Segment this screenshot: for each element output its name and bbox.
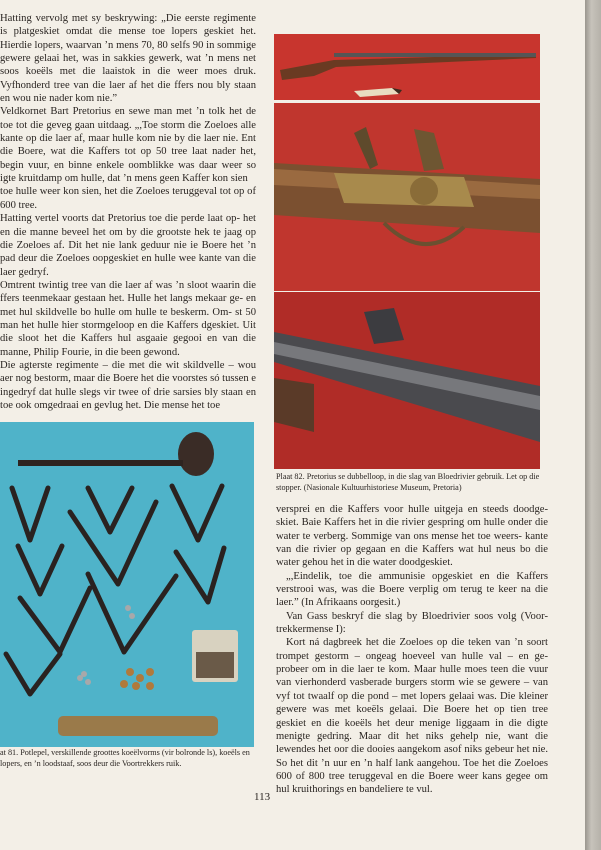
gun-barrels-photo xyxy=(274,292,540,469)
page-edge xyxy=(585,0,601,850)
gun-overview-photo xyxy=(274,34,540,100)
left-text-column xyxy=(0,12,256,412)
bullet-moulds-photo xyxy=(0,422,254,747)
plate-81-caption: at 81. Potlepel, verskillende groottes koeëlvorms (vir bolronde ls), koeëls en lopers, en ’n loodstaaf, soos deur die Voortrekkers ruik. xyxy=(0,748,250,768)
paragraph: „,Eindelik, toe die ammunisie opgeskiet en die Kaffers verstrooi was, was die Boere verplig om terug te keer na die laer.” (In Afrikaans oorgesit.) xyxy=(276,570,548,609)
gun-lock-photo xyxy=(274,103,540,291)
paragraph: toe hulle weer kon sien, het die Zoeloes teruggeval tot op of 600 tree. xyxy=(0,186,256,211)
paragraph: Veldkornet Bart Pretorius en sewe man met ’n tolk het de toe tot die geveg gaan uitdaag. „,Toe storm die Zoeloes alle kante op die laer af, maar hulle kom nie by die laer nie. Ent die Boere, wat die Kaffers tot op 50 tree laat nader het, begin vuur, en binne enkele oomblikke was daar weer so igte kruitdamp om hulle, dat ’n mens geen Kaffer kon sien xyxy=(0,106,256,185)
plate-82-caption: Plaat 82. Pretorius se dubbelloop, in die slag van Bloedrivier gebruik. Let op die stopper. (Nasionale Kultuurhistoriese Museum, Pretoria) xyxy=(276,472,540,492)
paragraph: Hatting vertel voorts dat Pretorius toe die perde laat op- het en die manne beveel het om by die grootste hek te jaag op die Zoeloes af. Dit het nie lank geduur nie ie Boere het ’n pad deur die Zoeloes oopgeskiet en hulle wee kante van die laer gedryf. xyxy=(0,213,256,278)
paragraph: Kort ná dagbreek het die Zoeloes op die teken van ’n soort trompet gestorm – ongeag hoeveel van hulle val – en ge- probeer om in die laer te kom. Maar hulle moes teen die vuur van vierhonderd vasberade burgers storm wie se gewere – van vyf tot twaalf op die pond – met lopers gelaai was. Die kleiner gewere was met koeëls gelaai. Die Boere het op tien tree geskiet en die koeëls het deur menige liggaam in die digte menigte gedring. Maar dit het niks gehelp nie, want die lewendes het oor die dooies aangekom asof niks gebeur het nie. So het dit ’n uur en ’n half lank aangehou. Toe het die Zoeloes 600 of 800 tree teruggeval en die Boere weer kans gegee om hul kruithorings en bandeliere te vul. xyxy=(276,637,548,796)
paragraph: versprei en die Kaffers voor hulle uitgeja en steeds doodge- skiet. Baie Kaffers het in die rivier gespring om hulle onder die water te verberg. Sommige van ons mense het toe weers- kante van die rivier op gegaan en die Kaffers wat hul neus bo die water gehou het in die water doodgeskiet. xyxy=(276,504,548,569)
page-number: 113 xyxy=(254,791,271,803)
paragraph: Van Gass beskryf die slag by Bloedrivier soos volg (Voor- trekkermense I): xyxy=(276,610,548,636)
paragraph: Hatting vervolg met sy beskrywing: „Die eerste regimente is platgeskiet omdat die mense toe lopers geskiet het. Hierdie lopers, waarvan ’n mens 70, 80 selfs 90 in sommige gewere gelaai het, was in sakkies gewerk, wat ’n mens net soos koeëls met die laaistok in die weer moes druk. Vyfhonderd tree van die laer af het die ffers nou bly staan en wou nie nader kom nie.” xyxy=(0,13,256,105)
paragraph: Die agterste regimente – die met die wit skildvelle – wou aer nog bestorm, maar die Boere het die voorstes só tussen e ingedryf dat hulle slegs vir twee of drie sarsies bly staan en toe ook omgedraai en gevlug het. Die mense het toe xyxy=(0,359,256,411)
right-text-column xyxy=(276,503,548,797)
paragraph: Omtrent twintig tree van die laer af was ’n sloot waarin die ffers teenmekaar gestaan het. Hulle het langs mekaar ge- en met hul skildvelle bo hulle om hulle te beskerm. Om- st 50 man het hulle hier stormgeloop en die Kaffers dgeskiet. Uit die sloot het die Kaffers hul asgaaie gegooi en van die manne, Philip Fourie, in die been gewond. xyxy=(0,279,256,358)
